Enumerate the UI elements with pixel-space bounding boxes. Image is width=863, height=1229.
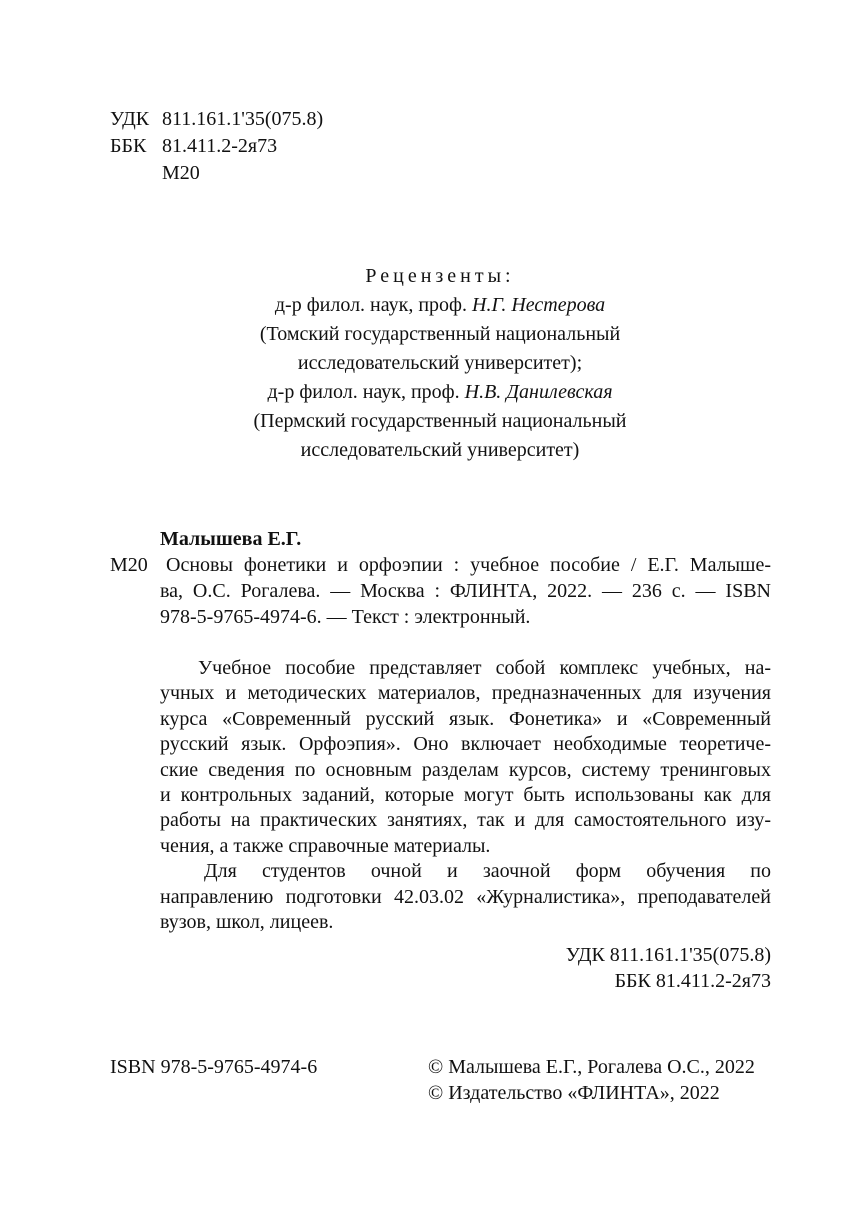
reviewer-1-degree: д-р филол. наук, проф. (274, 294, 467, 316)
reviewer-1-name: Н.Г. Нестерова (472, 294, 606, 316)
annotation-p2-line: направлению подготовки 42.03.02 «Журналистика», преподавателей (160, 885, 771, 908)
reviewer-1-org-line1: (Томский государственный национальный (259, 323, 621, 345)
codes-right (566, 942, 771, 994)
footer-isbn: ISBN 978-5-9765-4974-6 (110, 1056, 318, 1078)
bbk-label: ББК (110, 135, 147, 157)
annotation-p1-line: работы на практических занятиях, так и для самостоятельного изу- (160, 809, 771, 832)
bib-line-3: 978-5-9765-4974-6. — Текст : электронный. (160, 606, 531, 628)
reviewer-2-name: Н.В. Данилевская (464, 381, 613, 403)
annotation-p2-line: Для студентов очной и заочной форм обучения по (204, 860, 771, 883)
codes-right-udk: УДК 811.161.1'35(075.8) (565, 944, 771, 966)
annotation-p1-line: ские сведения по основным разделам курсов, систему тренинговых (160, 758, 771, 781)
bib-line-2: ва, О.С. Рогалева. — Москва : ФЛИНТА, 2022. — 236 с. — ISBN (160, 580, 771, 602)
udk-value: 811.161.1'35(075.8) (162, 108, 324, 130)
annotation-p1-line: учных и методических материалов, предназначенных для изучения (160, 682, 771, 705)
bib-author: Малышева Е.Г. (160, 528, 302, 550)
annotation-p2-line: вузов, школ, лицеев. (160, 911, 334, 934)
reviewer-2-org-line2: исследовательский университет) (300, 439, 580, 461)
annotation-block (160, 656, 771, 935)
copyright-publisher: © Издательство «ФЛИНТА», 2022 (428, 1082, 720, 1104)
footer-copyrights (428, 1054, 755, 1106)
udk-label: УДК (110, 108, 150, 130)
reviewers-heading: Рецензенты: (365, 265, 515, 287)
bib-line-1: Основы фонетики и орфоэпии : учебное пособие / Е.Г. Малыше- (166, 554, 771, 576)
udk-line (110, 106, 323, 132)
reviewer-2 (100, 378, 780, 407)
reviewer-2-org-line1: (Пермский государственный национальный (253, 410, 627, 432)
annotation-p1-line: чения, а также справочные материалы. (160, 834, 491, 857)
bib-description (160, 552, 771, 630)
annotation-p1-line: русский язык. Орфоэпия». Оно включает необходимые теоретиче- (160, 733, 771, 756)
author-mark: М20 (162, 162, 200, 184)
annotation-p1-line: Учебное пособие представляет собой комплекс учебных, на- (198, 657, 771, 679)
codes-right-bbk: ББК 81.411.2-2я73 (614, 970, 771, 992)
reviewer-1-org-line2: исследовательский университет); (297, 352, 583, 374)
bib-mark: М20 (110, 554, 148, 576)
copyright-authors: © Малышева Е.Г., Рогалева О.С., 2022 (428, 1056, 755, 1078)
bbk-line (110, 133, 277, 159)
bbk-value: 81.411.2-2я73 (162, 135, 278, 157)
annotation-p1-line: и контрольных заданий, которые могут быть использованы как для (160, 784, 771, 807)
reviewer-1 (100, 291, 780, 320)
reviewer-2-degree: д-р филол. наук, проф. (267, 381, 460, 403)
reviewers-block (100, 262, 780, 465)
annotation-p1-line: курса «Современный русский язык. Фонетика» и «Современный (160, 707, 771, 730)
